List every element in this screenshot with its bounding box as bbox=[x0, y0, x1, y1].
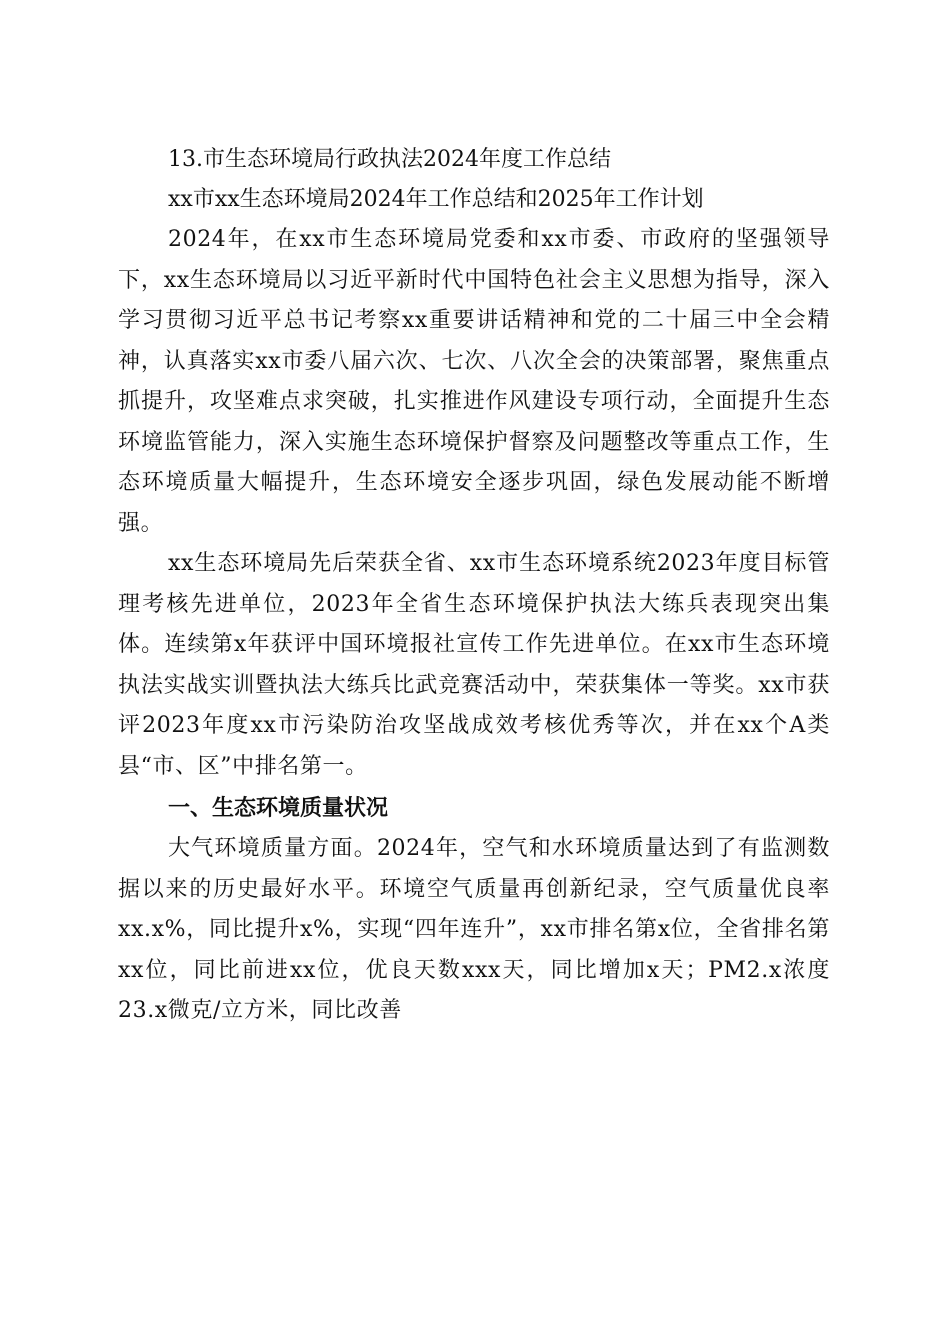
intro-paragraph: 2024年，在xx市生态环境局党委和xx市委、市政府的坚强领导下，xx生态环境局以习近平新时代中国特色社会主义思想为指导，深入学习贯彻习近平总书记考察xx重要讲话精神和党的二十届三中全会精神，认真落实xx市委八届六次、七次、八次全会的决策部署，聚焦重点抓提升，攻坚难点求突破，扎实推进作风建设专项行动，全面提升生态环境监管能力，深入实施生态环境保护督察及问题整改等重点工作，生态环境质量大幅提升，生态环境安全逐步巩固，绿色发展动能不断增强。 bbox=[118, 227, 830, 536]
air-quality-paragraph: 大气环境质量方面。2024年，空气和水环境质量达到了有监测数据以来的历史最好水平。环境空气质量再创新纪录，空气质量优良率xx.x%，同比提升x%，实现“四年连升”，xx市排名第x位，全省排名第xx位，同比前进xx位，优良天数xxx天，同比增加x天；PM2.x浓度23.x微克/立方米，同比改善 bbox=[118, 836, 830, 1023]
document-subtitle: xx市xx生态环境局2024年工作总结和2025年工作计划 bbox=[168, 187, 704, 212]
section-heading: 一、生态环境质量状况 bbox=[168, 796, 389, 821]
document-body bbox=[118, 140, 830, 1032]
document-title: 13.市生态环境局行政执法2024年度工作总结 bbox=[168, 147, 611, 172]
honors-paragraph: xx生态环境局先后荣获全省、xx市生态环境系统2023年度目标管理考核先进单位，2023年全省生态环境保护执法大练兵表现突出集体。连续第x年获评中国环境报社宣传工作先进单位。在xx市生态环境执法实战实训暨执法大练兵比武竞赛活动中，荣获集体一等奖。xx市获评2023年度xx市污染防治攻坚战成效考核优秀等次，并在xx个A类县“市、区”中排名第一。 bbox=[118, 551, 830, 779]
